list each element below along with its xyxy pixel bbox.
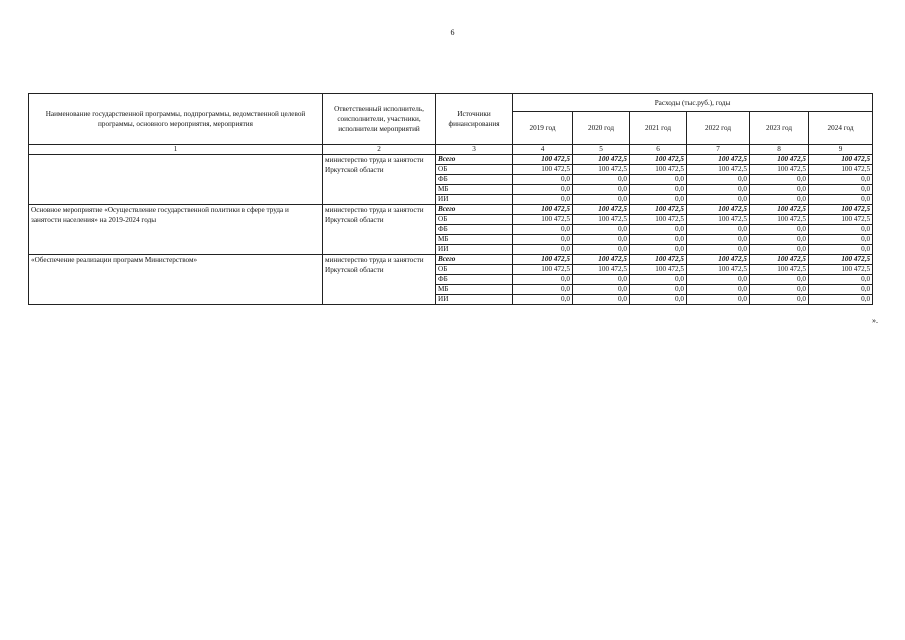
funding-source-cell: Всего xyxy=(436,155,513,165)
expense-value-cell: 0,0 xyxy=(687,245,750,255)
expense-value-cell: 0,0 xyxy=(750,245,809,255)
expenses-table-wrapper xyxy=(28,93,873,305)
funding-source-cell: ОБ xyxy=(436,265,513,275)
expense-value-cell: 0,0 xyxy=(573,275,630,285)
expense-value-cell: 100 472,5 xyxy=(630,155,687,165)
expense-value-cell: 100 472,5 xyxy=(687,265,750,275)
expense-value-cell: 100 472,5 xyxy=(687,165,750,175)
expense-value-cell: 0,0 xyxy=(513,185,573,195)
expense-value-cell: 0,0 xyxy=(573,195,630,205)
column-number: 5 xyxy=(573,145,630,155)
column-number: 4 xyxy=(513,145,573,155)
funding-source-cell: ФБ xyxy=(436,175,513,185)
expense-value-cell: 0,0 xyxy=(687,185,750,195)
expense-value-cell: 100 472,5 xyxy=(687,215,750,225)
expense-value-cell: 0,0 xyxy=(573,285,630,295)
expense-value-cell: 100 472,5 xyxy=(513,215,573,225)
column-number: 9 xyxy=(809,145,873,155)
expense-value-cell: 0,0 xyxy=(750,235,809,245)
expense-value-cell: 100 472,5 xyxy=(750,265,809,275)
expense-value-cell: 0,0 xyxy=(630,275,687,285)
expense-value-cell: 0,0 xyxy=(573,295,630,305)
expense-value-cell: 0,0 xyxy=(750,195,809,205)
column-number: 7 xyxy=(687,145,750,155)
expense-value-cell: 0,0 xyxy=(750,285,809,295)
expense-value-cell: 0,0 xyxy=(750,185,809,195)
expense-value-cell: 100 472,5 xyxy=(630,255,687,265)
expense-value-cell: 0,0 xyxy=(573,185,630,195)
expenses-table xyxy=(28,93,873,305)
funding-source-cell: ИИ xyxy=(436,295,513,305)
expense-value-cell: 0,0 xyxy=(809,245,873,255)
expense-value-cell: 0,0 xyxy=(573,245,630,255)
expense-value-cell: 0,0 xyxy=(687,295,750,305)
table-row xyxy=(29,155,873,165)
expense-value-cell: 0,0 xyxy=(809,175,873,185)
expense-value-cell: 100 472,5 xyxy=(513,265,573,275)
expense-value-cell: 100 472,5 xyxy=(513,155,573,165)
column-number: 8 xyxy=(750,145,809,155)
expense-value-cell: 0,0 xyxy=(809,195,873,205)
activity-name-cell: Основное мероприятие «Осуществление государственной политики в сфере труда и занятости населения» на 2019-2024 годы xyxy=(29,205,323,255)
expense-value-cell: 0,0 xyxy=(750,295,809,305)
activity-name-cell: «Обеспечение реализации программ Министерством» xyxy=(29,255,323,305)
expense-value-cell: 0,0 xyxy=(809,295,873,305)
funding-source-cell: Всего xyxy=(436,255,513,265)
expense-value-cell: 0,0 xyxy=(809,285,873,295)
expense-value-cell: 100 472,5 xyxy=(573,155,630,165)
table-row xyxy=(29,205,873,215)
header-year: 2024 год xyxy=(809,112,873,145)
page-number: 6 xyxy=(450,28,455,37)
expense-value-cell: 100 472,5 xyxy=(809,205,873,215)
expense-value-cell: 100 472,5 xyxy=(750,155,809,165)
expense-value-cell: 0,0 xyxy=(809,225,873,235)
expense-value-cell: 0,0 xyxy=(687,175,750,185)
expense-value-cell: 0,0 xyxy=(630,235,687,245)
expense-value-cell: 0,0 xyxy=(750,225,809,235)
expense-value-cell: 100 472,5 xyxy=(687,255,750,265)
expense-value-cell: 0,0 xyxy=(687,195,750,205)
expense-value-cell: 100 472,5 xyxy=(750,255,809,265)
expense-value-cell: 0,0 xyxy=(513,275,573,285)
expense-value-cell: 100 472,5 xyxy=(809,165,873,175)
expense-value-cell: 0,0 xyxy=(630,225,687,235)
expense-value-cell: 100 472,5 xyxy=(573,215,630,225)
expense-value-cell: 0,0 xyxy=(630,195,687,205)
expense-value-cell: 100 472,5 xyxy=(630,165,687,175)
column-number: 1 xyxy=(29,145,323,155)
expense-value-cell: 0,0 xyxy=(687,225,750,235)
funding-source-cell: ОБ xyxy=(436,165,513,175)
executor-cell: министерство труда и занятости Иркутской области xyxy=(323,155,436,205)
expense-value-cell: 100 472,5 xyxy=(513,205,573,215)
funding-source-cell: МБ xyxy=(436,185,513,195)
column-number: 3 xyxy=(436,145,513,155)
table-row xyxy=(29,255,873,265)
expense-value-cell: 0,0 xyxy=(513,235,573,245)
executor-cell: министерство труда и занятости Иркутской области xyxy=(323,255,436,305)
header-executor: Ответственный исполнитель, соисполнители, участники, исполнители мероприятий xyxy=(323,94,436,145)
expense-value-cell: 0,0 xyxy=(687,235,750,245)
expense-value-cell: 100 472,5 xyxy=(630,205,687,215)
header-year: 2021 год xyxy=(630,112,687,145)
expense-value-cell: 0,0 xyxy=(513,175,573,185)
expense-value-cell: 100 472,5 xyxy=(687,205,750,215)
expense-value-cell: 100 472,5 xyxy=(809,215,873,225)
funding-source-cell: МБ xyxy=(436,285,513,295)
expense-value-cell: 100 472,5 xyxy=(687,155,750,165)
funding-source-cell: ФБ xyxy=(436,225,513,235)
header-year: 2019 год xyxy=(513,112,573,145)
expense-value-cell: 100 472,5 xyxy=(750,215,809,225)
expense-value-cell: 100 472,5 xyxy=(809,255,873,265)
expense-value-cell: 0,0 xyxy=(573,235,630,245)
expense-value-cell: 0,0 xyxy=(809,185,873,195)
expense-value-cell: 0,0 xyxy=(513,295,573,305)
activity-name-cell xyxy=(29,155,323,205)
funding-source-cell: ОБ xyxy=(436,215,513,225)
expense-value-cell: 0,0 xyxy=(513,285,573,295)
executor-cell: министерство труда и занятости Иркутской области xyxy=(323,205,436,255)
expense-value-cell: 0,0 xyxy=(630,185,687,195)
header-year: 2020 год xyxy=(573,112,630,145)
expense-value-cell: 100 472,5 xyxy=(750,205,809,215)
expense-value-cell: 100 472,5 xyxy=(573,265,630,275)
expense-value-cell: 0,0 xyxy=(687,275,750,285)
funding-source-cell: ИИ xyxy=(436,245,513,255)
expense-value-cell: 0,0 xyxy=(750,175,809,185)
expense-value-cell: 0,0 xyxy=(513,245,573,255)
expense-value-cell: 0,0 xyxy=(573,175,630,185)
column-number: 6 xyxy=(630,145,687,155)
column-number: 2 xyxy=(323,145,436,155)
expense-value-cell: 0,0 xyxy=(750,275,809,285)
expense-value-cell: 0,0 xyxy=(513,195,573,205)
expense-value-cell: 0,0 xyxy=(809,275,873,285)
expense-value-cell: 0,0 xyxy=(630,285,687,295)
expense-value-cell: 100 472,5 xyxy=(573,255,630,265)
header-year: 2023 год xyxy=(750,112,809,145)
expense-value-cell: 0,0 xyxy=(809,235,873,245)
closing-quote-mark: ». xyxy=(872,316,878,325)
expense-value-cell: 100 472,5 xyxy=(809,155,873,165)
expense-value-cell: 0,0 xyxy=(630,295,687,305)
header-source: Источники финансирования xyxy=(436,94,513,145)
expense-value-cell: 100 472,5 xyxy=(809,265,873,275)
funding-source-cell: Всего xyxy=(436,205,513,215)
expense-value-cell: 0,0 xyxy=(513,225,573,235)
table-header xyxy=(29,94,873,155)
expense-value-cell: 100 472,5 xyxy=(750,165,809,175)
funding-source-cell: МБ xyxy=(436,235,513,245)
expense-value-cell: 100 472,5 xyxy=(513,255,573,265)
funding-source-cell: ИИ xyxy=(436,195,513,205)
expense-value-cell: 100 472,5 xyxy=(573,205,630,215)
expense-value-cell: 0,0 xyxy=(687,285,750,295)
expense-value-cell: 0,0 xyxy=(630,175,687,185)
expense-value-cell: 0,0 xyxy=(573,225,630,235)
header-year: 2022 год xyxy=(687,112,750,145)
expense-value-cell: 100 472,5 xyxy=(630,265,687,275)
funding-source-cell: ФБ xyxy=(436,275,513,285)
expense-value-cell: 100 472,5 xyxy=(573,165,630,175)
table-body xyxy=(29,155,873,305)
header-name: Наименование государственной программы, подпрограммы, ведомственной целевой программы, основного мероприятия, мероприятия xyxy=(29,94,323,145)
expense-value-cell: 100 472,5 xyxy=(630,215,687,225)
expense-value-cell: 100 472,5 xyxy=(513,165,573,175)
header-expenses: Расходы (тыс.руб.), годы xyxy=(513,94,873,112)
expense-value-cell: 0,0 xyxy=(630,245,687,255)
